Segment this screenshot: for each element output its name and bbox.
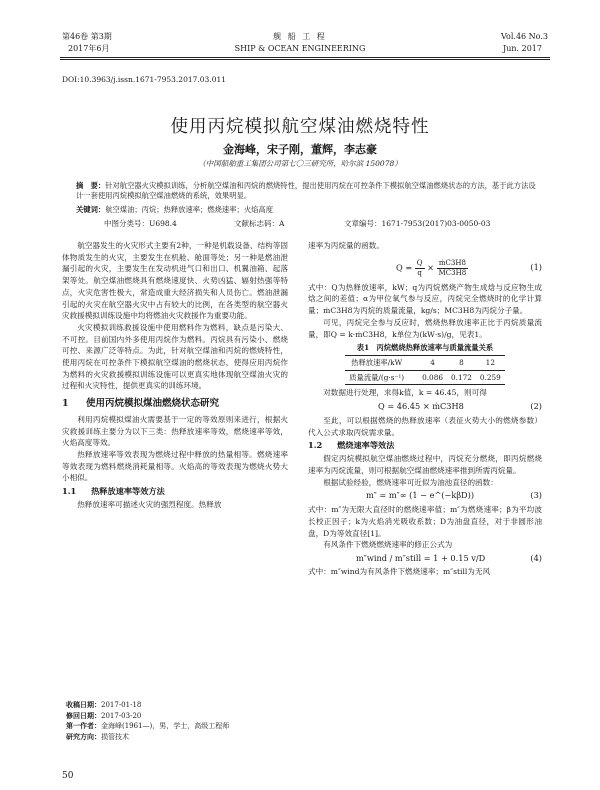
abstract <box>76 181 536 201</box>
subsection-1-1-number: 1.1 <box>62 486 77 497</box>
left-column <box>62 240 288 510</box>
eq2-number: (2) <box>530 401 542 412</box>
rc-paragraph-8: 式中：m″为无限大直径时的燃烧速率值；m″为燃烧速率；β为平均波长校正因子；k为火焰消光吸收系数；D为油盘直径，对于非圆形油盘，D为等效直径[1]。 <box>308 505 542 538</box>
rc-paragraph-3: 可见，丙烷完全参与反应时，燃烧热释放速率正比于丙烷质量流量，即Q = k·ṁC3H8，k单位为(kW·s)/g，见表1。 <box>308 317 542 339</box>
received-label: 收稿日期： <box>66 700 101 709</box>
author-info: 金海峰(1961—)，男，学士，高级工程师 <box>101 722 230 730</box>
section-1-paragraph-1: 利用丙烷模拟煤油火需要基于一定的等效原则来进行，根据火灾救援训练主要分为以下三类：热释放速率等效，燃烧速率等效，火焰高度等效。 <box>62 414 288 448</box>
keywords-text: 航空煤油；丙烷；热释放速率；燃烧速率；火焰高度 <box>105 205 274 214</box>
clc-number: 中图分类号：U698.4 <box>104 219 177 228</box>
section-1-heading <box>62 398 288 410</box>
rc-paragraph-7: 根据试验经验，燃烧速率可近似为油池直径的函数： <box>323 477 498 487</box>
table-row <box>345 355 505 370</box>
journal-volume-issue: 第46卷 第3期 <box>62 32 112 41</box>
received-date: 2017-01-18 <box>101 701 142 709</box>
keywords-label: 关键词： <box>76 205 106 214</box>
table-1-caption: 表1 丙烷燃烧热释放速率与质量流量关系 <box>356 343 494 353</box>
subsection-1-1-heading <box>62 486 288 498</box>
section-1-number: 1 <box>62 398 69 410</box>
subsection-1-2-heading <box>308 440 542 452</box>
field-label: 研究方向： <box>66 731 101 741</box>
footnotes <box>66 700 229 742</box>
eq1-frac2-den: MC3H8 <box>438 268 467 277</box>
abstract-text: 针对航空器火灾模拟训练，分析航空煤油和丙烷的燃烧特性，提出使用丙烷在可控条件下模拟航空煤油燃烧状态的方法，基于此方法设计一套使用丙烷模拟航空煤油燃烧的系统，效果明显。 <box>76 181 536 200</box>
eq1-lhs: Q = <box>396 262 415 273</box>
header-rule <box>60 57 550 58</box>
rc-paragraph-2: 式中：Q为热释放速率，kW；q为丙烷燃烧产物生成焓与反应物生成焓之间的差值；α为甲位氧气参与反应，丙烷完全燃烧时的化学计算量；ṁC3H8为丙烷的质量流量，kg/s；MC3H8为丙烷分子量。 <box>308 282 542 316</box>
journal-volume-en: Vol.46 No.3 <box>501 32 548 41</box>
abstract-label: 摘 要： <box>76 181 106 190</box>
subsection-1-1-paragraph: 热释放速率可描述火灾的强烈程度。热释放 <box>77 499 222 509</box>
table-1 <box>345 355 505 385</box>
revised-date: 2017-03-20 <box>101 711 142 720</box>
eq4-body: m″wind / m″still = 1 + 0.15 v/D <box>356 553 486 564</box>
page-number: 50 <box>62 771 74 781</box>
eq1-frac2-num: ṁC3H8 <box>437 259 469 269</box>
rc-paragraph-10: 式中：m″wind为有风条件下燃烧速率；m″still为无风 <box>308 567 491 577</box>
rc-paragraph-1: 速率为丙烷量的函数。 <box>308 241 384 250</box>
rc-paragraph-9: 有风条件下燃烧燃烧速率的修正公式为 <box>323 540 453 550</box>
equation-1 <box>308 254 542 280</box>
subsection-1-2-title: 燃烧速率等效法 <box>337 440 395 451</box>
keywords <box>76 205 536 215</box>
eq2-body: Q = 46.45 × ṁC3H8 <box>378 401 464 412</box>
journal-date-en: Jun. 2017 <box>503 44 542 53</box>
footnote-author <box>66 721 229 732</box>
eq1-fraction-2 <box>437 259 469 278</box>
article-number: 文章编号：1671-7953(2017)03-0050-03 <box>344 219 491 228</box>
footnote-revised <box>66 711 229 722</box>
eq1-frac1-den: q <box>417 268 422 277</box>
table-cell: 0.086 <box>418 370 447 385</box>
equation-4 <box>308 551 542 566</box>
journal-date-cn: 2017年6月 <box>68 44 110 53</box>
revised-label: 修回日期： <box>66 710 101 720</box>
footnote-received <box>66 700 229 711</box>
paper-authors: 金海峰，宋子刚，董辉，李志豪 <box>223 143 377 156</box>
equation-2 <box>308 399 542 415</box>
eq3-body: m″ = m″∞ (1 − e^(−kβD)) <box>366 490 475 501</box>
rc-paragraph-6: 假定丙烷模拟航空煤油燃烧过程中，丙烷充分燃烧，即丙烷燃烧速率为丙烷流量，则可根据航空煤油燃烧速率推到所需丙烷量。 <box>308 454 542 475</box>
paper-title: 使用丙烷模拟航空煤油燃烧特性 <box>170 117 430 137</box>
eq1-number: (1) <box>530 261 542 272</box>
section-1-paragraph-2: 热释放速率等效表现为燃烧过程中释放的热量相等。燃烧速率等效表现为燃料燃烧消耗量相等。火焰高的等效表现为燃烧火势大小相似。 <box>62 449 288 483</box>
author-label: 第一作者： <box>66 721 101 730</box>
header-rule-2 <box>60 59 550 60</box>
intro-paragraph-2: 火灾模拟训练救援设施中使用燃料作为燃料，缺点是污染大、不可控。目前国内外多使用丙烷作为燃料。丙烷具有污染小、燃烧可控、来源广泛等特点。为此，针对航空煤油和丙烷的燃烧特性，使用丙烷在可控条件下模拟航空煤油的燃烧状态，使得应用丙烷作为燃料的火灾救援模拟训练设施可以更真实地体现航空煤油火灾的过程和火灾特性，提供更真实的训练环境。 <box>62 322 288 391</box>
eq3-number: (3) <box>530 490 542 501</box>
eq4-number: (4) <box>530 553 542 564</box>
doc-code: 文献标志码：A <box>234 219 285 228</box>
doi: DOI:10.3963/j.issn.1671-7953.2017.03.011 <box>62 75 227 84</box>
table-row <box>345 370 505 385</box>
table-cell: 8 <box>447 355 476 370</box>
paper-affiliation: （中国船舶重工集团公司第七〇三研究所，哈尔滨 150078） <box>198 159 402 168</box>
rc-paragraph-5: 至此，可以根据燃烧的热释放速率（表征火势大小的燃烧参数）代入公式求取丙烷需求量。 <box>308 416 542 437</box>
table-cell: 0.172 <box>447 370 476 385</box>
section-1-title: 使用丙烷模拟煤油燃烧状态研究 <box>85 398 219 410</box>
intro-paragraph-1: 航空器发生的火灾形式主要有2种，一种是机载设备、结构等固体物质发生的火灾，主要发生在机舱、舱面等处；另一种是燃油泄漏引起的火灾，主要发生在发动机进气口和出口、机翼油箱、起落架等处。航空煤油燃烧具有燃烧速度快、火势凶猛、辐射热强等特点，火灾危害性极大，常造成重大经济损失和人员伤亡。燃油泄漏引起的火灾在航空器火灾中占有较大的比例，在各类型的航空器火灾救援模拟训练设施中均将燃油火灾救援作为重要功能。 <box>62 241 288 321</box>
journal-name-en: SHIP & OCEAN ENGINEERING <box>234 44 366 53</box>
field-info: 损管技术 <box>101 732 129 741</box>
subsection-1-1-title: 热释放速率等效方法 <box>91 486 165 497</box>
table-cell: 质量流量/(g·s⁻¹) <box>345 370 418 385</box>
eq1-frac1-num: Q <box>416 258 423 267</box>
table-cell: 0.259 <box>476 370 505 385</box>
right-column <box>308 240 542 578</box>
table-cell: 4 <box>418 355 447 370</box>
rc-paragraph-4: 对数据进行处理，求得k值，k = 46.45，则可得 <box>323 388 487 398</box>
subsection-1-2-number: 1.2 <box>308 440 323 451</box>
equation-3 <box>308 488 542 504</box>
table-cell: 热释放速率/kW <box>345 355 418 370</box>
eq1-times: × <box>427 262 435 273</box>
footnote-field <box>66 732 229 743</box>
journal-name-cn: 舰 船 工 程 <box>273 32 327 41</box>
eq1-fraction-1 <box>415 259 425 278</box>
table-cell: 12 <box>476 355 505 370</box>
